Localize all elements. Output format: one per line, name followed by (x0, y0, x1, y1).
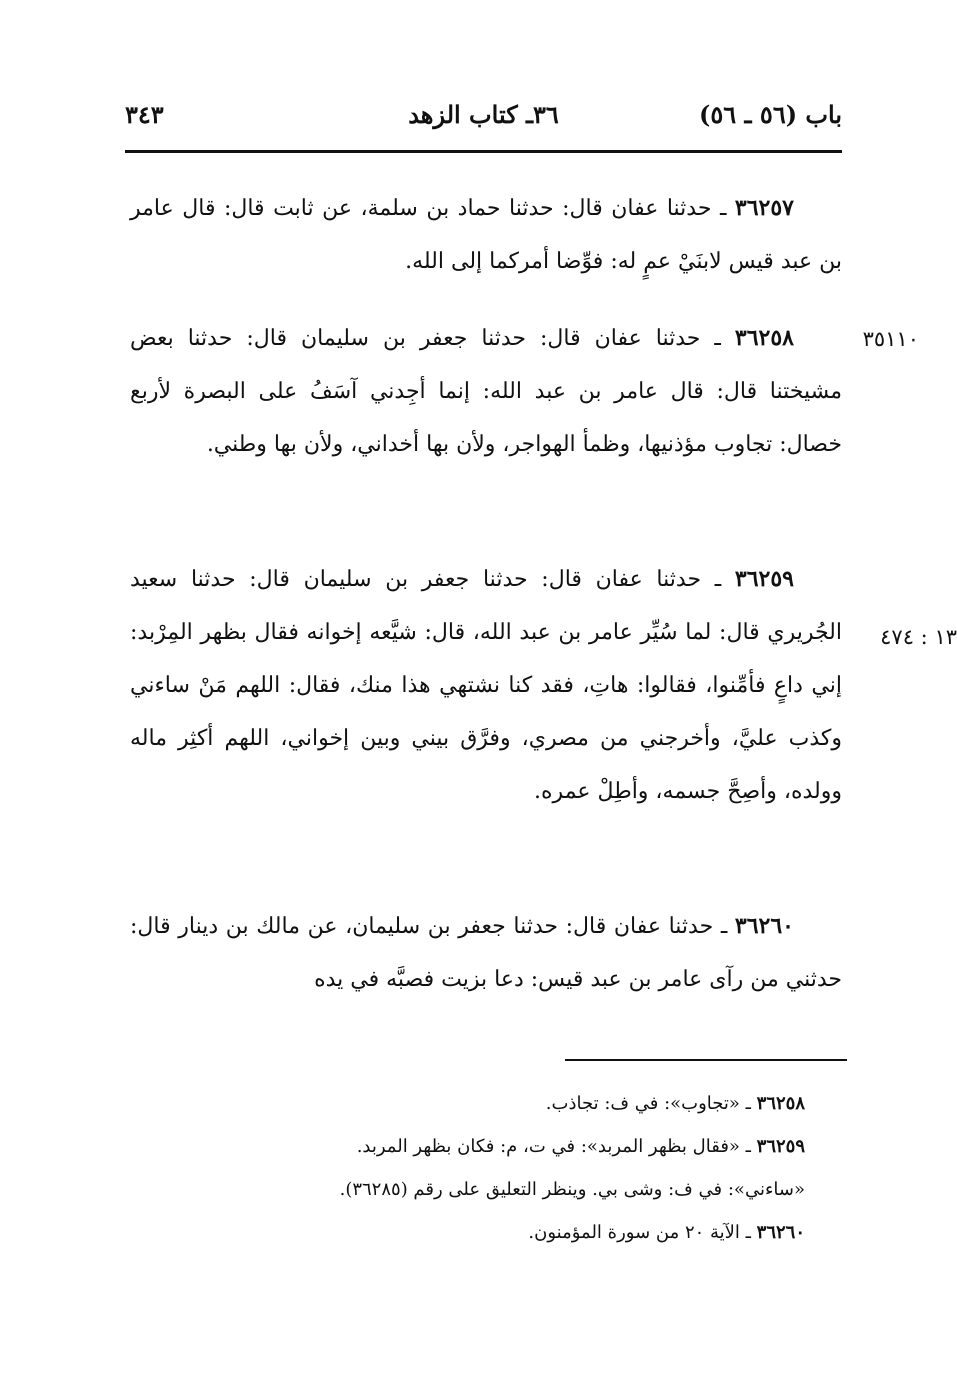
header-rule (125, 150, 842, 153)
footnote (130, 1082, 805, 1125)
footnote-text: ـ الآية ٢٠ من سورة المؤمنون. (528, 1222, 757, 1243)
hadith-text: ـ حدثنا عفان قال: حدثنا حماد بن سلمة، عن ثابت قال: قال عامر بن عبد قيس لابنَيْ عمٍ له: فوِّضا أمركما إلى الله. (130, 196, 842, 274)
hadith-number: ٣٦٢٥٧ (734, 195, 794, 221)
footnote (130, 1125, 805, 1168)
footnote-number: ٣٦٢٥٨ (756, 1093, 805, 1114)
hadith-text: ـ حدثنا عفان قال: حدثنا جعفر بن سليمان قال: حدثنا سعيد الجُريري قال: لما سُيِّر عامر بن عبد الله، قال: شيَّعه إخوانه فقال بظهر المِرْبد: إني داعٍ فأمِّنوا، فقالوا: هاتِ، فقد كنا نشتهي هذا منك، فقال: اللهم مَنْ ساءني وكذب عليَّ، وأخرجني من مصري، وفرَّق بيني وبين إخواني، اللهم أكثِر ماله وولده، وأصِحَّ جسمه، وأطِلْ عمره. (130, 567, 842, 804)
margin-reference: ٣٥١١٠ (862, 327, 919, 351)
footnote-number: ٣٦٢٦٠ (756, 1222, 805, 1243)
margin-reference: ١٣ : ٤٧٤ (880, 625, 957, 649)
footnote-text: ـ «فقال بظهر المربد»: في ت، م: فكان بظهر المربد. (356, 1136, 757, 1157)
footnote-rule (565, 1059, 847, 1061)
hadith-number: ٣٦٢٥٨ (734, 325, 794, 351)
footnotes (130, 1082, 805, 1254)
hadith-number: ٣٦٢٦٠ (734, 913, 794, 939)
hadith-entry (130, 553, 842, 818)
footnote (130, 1168, 805, 1211)
hadith-entry (130, 900, 842, 1006)
footnote-text: «ساءني»: في ف: وشى بي. وينظر التعليق على رقم (٣٦٢٨٥). (339, 1179, 805, 1200)
footnote-number: ٣٦٢٥٩ (756, 1136, 805, 1157)
chapter-heading: باب (٥٦ ـ ٥٦) (699, 100, 842, 129)
hadith-entry (130, 312, 842, 471)
hadith-entry (130, 182, 842, 288)
hadith-text: ـ حدثنا عفان قال: حدثنا جعفر بن سليمان، عن مالك بن دينار قال: حدثني من رآى عامر بن عبد قيس: دعا بزيت فصبَّه في يده (130, 914, 842, 992)
page-number: ٣٤٣ (125, 100, 164, 129)
page-header (125, 100, 842, 140)
hadith-number: ٣٦٢٥٩ (734, 566, 794, 592)
book-title: ٣٦ـ كتاب الزهد (408, 100, 559, 129)
footnote-text: ـ «تجاوب»: في ف: تجاذب. (545, 1093, 757, 1114)
footnote (130, 1211, 805, 1254)
hadith-text: ـ حدثنا عفان قال: حدثنا جعفر بن سليمان قال: حدثنا بعض مشيختنا قال: قال عامر بن عبد الله: إنما أجِدني آسَفُ على البصرة لأربع خصال: تجاوب مؤذنيها، وظمأ الهواجر، ولأن بها أخداني، ولأن بها وطني. (130, 326, 842, 457)
